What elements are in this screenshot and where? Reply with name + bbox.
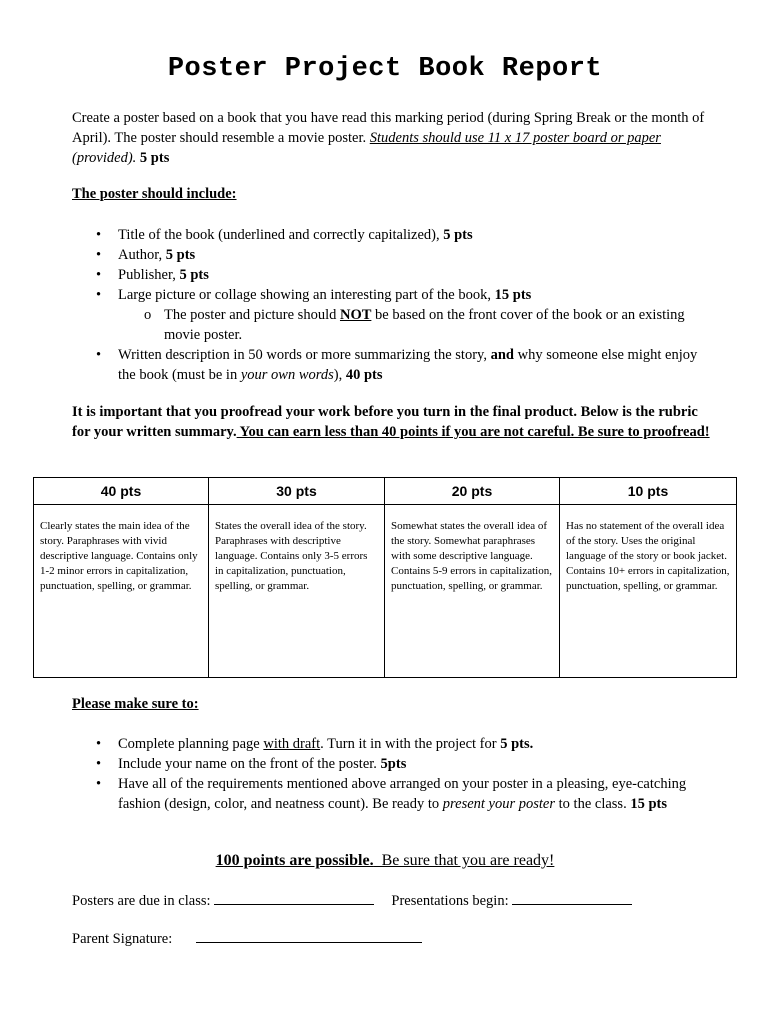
list-item-text: Written description in 50 words or more summarizing the story, xyxy=(118,347,491,363)
bullet-icon: • xyxy=(96,227,102,243)
rubric-header-row xyxy=(34,478,737,505)
list-item-points: 15 pts xyxy=(630,796,667,812)
due-date-field[interactable] xyxy=(214,890,374,905)
list-item-text: Publisher, xyxy=(118,267,180,283)
include-list xyxy=(72,225,712,385)
list-item-underlined: with draft xyxy=(263,736,321,752)
list-item-points: 15 pts xyxy=(494,287,532,303)
sub-item-text-rest: be based on the front cover of the book or an existing movie poster. xyxy=(164,307,685,343)
sub-list-item xyxy=(72,305,712,345)
intro-provided: (provided). xyxy=(72,150,137,166)
intro-materials: Students should use 11 x 17 poster board or paper xyxy=(369,130,661,146)
rubric-cell: Somewhat states the overall idea of the story. Somewhat paraphrases with some descriptive language. Contains 5-9 errors in capitalization, punctuation, spelling, or grammar. xyxy=(385,505,560,678)
signature-field[interactable] xyxy=(196,928,422,943)
rubric-header: 30 pts xyxy=(209,478,385,505)
list-item-italic: present your poster xyxy=(442,796,556,812)
list-item xyxy=(72,265,712,285)
list-item-text-2: why someone else might enjoy the book (must be in xyxy=(118,347,698,383)
rubric-table xyxy=(33,477,737,678)
bullet-icon: • xyxy=(96,247,102,263)
list-item-text: Title of the book (underlined and correctly capitalized), xyxy=(118,227,444,243)
points-possible-bold: 100 points are possible. xyxy=(215,852,374,869)
sub-item-emphasis: NOT xyxy=(339,307,372,323)
intro-paragraph xyxy=(72,108,712,168)
bullet-icon: • xyxy=(96,776,102,792)
points-possible xyxy=(0,852,770,870)
bullet-icon: • xyxy=(96,347,102,363)
page-title: Poster Project Book Report xyxy=(167,54,603,84)
list-item xyxy=(72,285,712,305)
list-item-points: 5 pts. xyxy=(500,736,534,752)
list-item-text: Author, xyxy=(118,247,166,263)
list-item-points: 40 pts xyxy=(345,367,383,383)
rubric-header: 20 pts xyxy=(385,478,560,505)
list-item-points: 5pts xyxy=(380,756,407,772)
rubric-row xyxy=(34,505,737,678)
presentations-date-field[interactable] xyxy=(512,890,632,905)
list-item xyxy=(72,225,712,245)
signature-line xyxy=(72,928,422,948)
list-item-text-2: . Turn it in with the project for xyxy=(320,736,501,752)
bullet-icon: • xyxy=(96,756,102,772)
list-item-text: Complete planning page xyxy=(118,736,264,752)
sub-bullet-icon: o xyxy=(144,307,152,323)
presentations-label: Presentations begin: xyxy=(391,893,509,909)
include-heading: The poster should include: xyxy=(72,186,237,202)
bullet-icon: • xyxy=(96,736,102,752)
list-item-text-2: to the class. xyxy=(555,796,631,812)
proofread-notice xyxy=(72,402,712,442)
list-item xyxy=(72,245,712,265)
signature-label: Parent Signature: xyxy=(72,931,173,947)
list-item xyxy=(72,774,712,814)
list-item xyxy=(72,345,712,385)
make-sure-heading: Please make sure to: xyxy=(72,696,199,712)
make-sure-list xyxy=(72,734,712,814)
rubric-cell: Clearly states the main idea of the story. Paraphrases with vivid descriptive language. Contains only 1-2 minor errors in capitalization, punctuation, spelling, or grammar. xyxy=(34,505,209,678)
rubric-cell: Has no statement of the overall idea of the story. Uses the original language of the story or book jacket. Contains 10+ errors in capitalization, punctuation, spelling, or grammar. xyxy=(560,505,737,678)
list-item-points: 5 pts xyxy=(179,267,209,283)
intro-points: 5 pts xyxy=(136,150,170,166)
list-item-text: Have all of the requirements mentioned above arranged on your poster in a pleasing, eye-catching fashion (design, color, and neatness count). Be ready to xyxy=(118,776,687,812)
due-date-label: Posters are due in class: xyxy=(72,893,211,909)
bullet-icon: • xyxy=(96,287,102,303)
list-item-points: 5 pts xyxy=(443,227,473,243)
sub-item-text: The poster and picture should xyxy=(164,307,340,323)
bullet-icon: • xyxy=(96,267,102,283)
proofread-warning: You can earn less than 40 points if you are not careful. Be sure to proofread! xyxy=(236,424,710,440)
list-item-italic: your own words xyxy=(240,367,334,383)
list-item-and: and xyxy=(490,347,514,363)
points-possible-text: Be sure that you are ready! xyxy=(373,852,555,869)
rubric-header: 10 pts xyxy=(560,478,737,505)
intro-text: Create a poster based on a book that you have read this marking period (during Spring Break or the month of April). The poster should resemble a movie poster. xyxy=(72,110,705,146)
list-item-text: Large picture or collage showing an interesting part of the book, xyxy=(118,287,495,303)
rubric-cell: States the overall idea of the story. Paraphrases with descriptive language. Contains only 3-5 errors in capitalization, punctuation, spelling, or grammar. xyxy=(209,505,385,678)
rubric-header: 40 pts xyxy=(34,478,209,505)
list-item xyxy=(72,734,712,754)
proofread-text: It is important that you proofread your work before you turn in the final product. Below is the rubric for your written summary. xyxy=(72,404,698,440)
list-item xyxy=(72,754,712,774)
list-item-text-3: ), xyxy=(333,367,346,383)
list-item-text: Include your name on the front of the poster. xyxy=(118,756,381,772)
list-item-points: 5 pts xyxy=(165,247,196,263)
due-date-line xyxy=(72,890,632,910)
